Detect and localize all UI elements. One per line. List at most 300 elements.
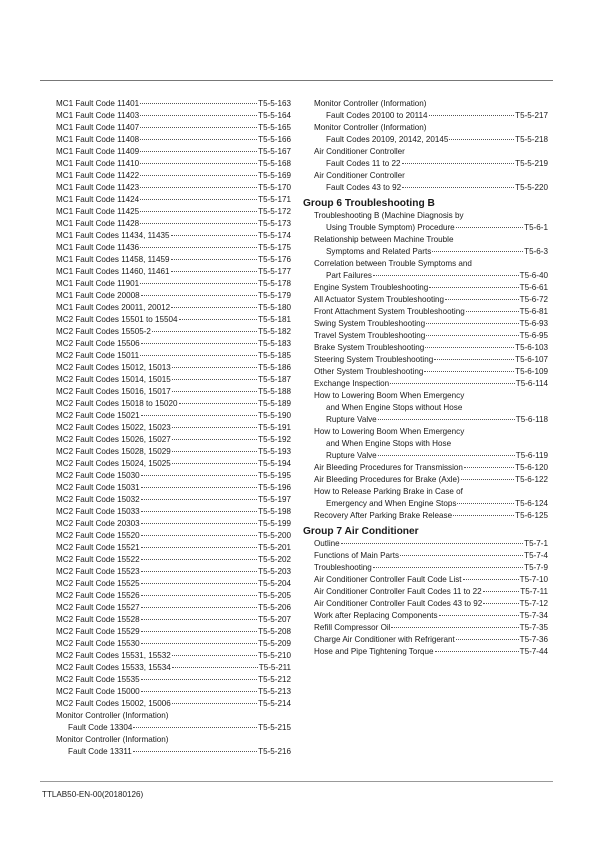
toc-entry[interactable] [314,622,548,634]
entry-title: Air Conditioner Controller Fault Code List [314,575,462,584]
entry-page: T5-5-190 [258,411,291,420]
entry-page: T5-5-181 [258,315,291,324]
dot-leader [140,163,257,164]
entry-title: MC1 Fault Code 11424 [56,195,140,204]
entry-title: MC1 Fault Code 11423 [56,183,140,192]
dot-leader [140,223,257,224]
dot-leader [453,515,514,516]
entry-page: T5-7-36 [519,635,548,644]
entry-title: Rupture Valve [326,451,377,460]
entry-page: T5-5-187 [258,375,291,384]
entry-page: T5-5-186 [258,363,291,372]
dot-leader [341,543,524,544]
toc-entry[interactable] [56,338,291,350]
entry-title: MC2 Fault Code 15530 [56,639,140,648]
entry-page: T5-6-119 [515,451,548,460]
toc-entry[interactable] [314,562,548,574]
entry-title: MC2 Fault Code 15527 [56,603,140,612]
entry-title: MC2 Fault Code 15525 [56,579,140,588]
entry-title: Rupture Valve [326,415,377,424]
dot-leader [171,259,258,260]
toc-entry[interactable] [56,722,291,734]
toc-entry[interactable] [56,302,291,314]
entry-page: T5-5-203 [258,567,291,576]
header-rule [40,80,553,81]
dot-leader [429,287,518,288]
dot-leader [171,235,258,236]
dot-leader [141,679,257,680]
dot-leader [141,415,257,416]
entry-title: Swing System Troubleshooting [314,319,426,328]
toc-entry[interactable] [314,498,548,510]
entry-page: T5-5-216 [258,747,291,756]
entry-title: MC1 Fault Code 11436 [56,243,140,252]
entry-title: MC1 Fault Codes 11458, 11459 [56,255,170,264]
entry-title: Air Conditioner Controller Fault Codes 43 to 92 [314,599,483,608]
entry-title: MC2 Fault Code 15523 [56,567,140,576]
toc-entry[interactable] [56,578,291,590]
entry-page: T5-5-205 [258,591,291,600]
toc-entry-line: How to Lowering Boom When Emergency [314,427,465,436]
toc-entry[interactable] [56,518,291,530]
dot-leader [172,427,257,428]
dot-leader [378,419,515,420]
entry-page: T5-7-4 [524,551,548,560]
toc-entry[interactable] [314,574,548,586]
toc-entry[interactable] [56,494,291,506]
entry-page: T5-7-1 [524,539,548,548]
entry-page: T5-5-214 [258,699,291,708]
entry-page: T5-5-194 [258,459,291,468]
dot-leader [464,467,514,468]
entry-page: T5-5-196 [258,483,291,492]
entry-page: T5-5-208 [258,627,291,636]
dot-leader [141,295,257,296]
entry-title: MC1 Fault Code 11901 [56,279,140,288]
entry-page: T5-6-109 [515,367,548,376]
entry-title: Fault Code 13304 [68,723,133,732]
toc-entry[interactable] [56,470,291,482]
toc-entry[interactable] [56,386,291,398]
dot-leader [140,175,257,176]
toc-entry[interactable] [56,626,291,638]
dot-leader [141,343,257,344]
toc-entry[interactable] [314,134,548,146]
entry-title: MC1 Fault Code 11407 [56,123,140,132]
dot-leader [391,627,518,628]
toc-entry[interactable] [56,218,291,230]
entry-title: Work after Replacing Components [314,611,438,620]
dot-leader [172,367,257,368]
entry-page: T5-6-125 [515,511,548,520]
entry-page: T5-7-11 [520,587,548,596]
toc-entry-line: and When Engine Stops with Hose [326,439,452,448]
dot-leader [463,579,519,580]
toc-entry[interactable] [56,290,291,302]
dot-leader [172,451,257,452]
entry-title: Using Trouble Symptom) Procedure [326,223,455,232]
dot-leader [141,511,257,512]
entry-title: MC2 Fault Code 15520 [56,531,140,540]
dot-leader [141,595,257,596]
toc-entry[interactable] [56,362,291,374]
toc-entry[interactable] [56,254,291,266]
toc-entry[interactable] [56,374,291,386]
dot-leader [141,607,257,608]
dot-leader [425,347,514,348]
entry-page: T5-5-195 [258,471,291,480]
dot-leader [140,115,257,116]
entry-title: MC2 Fault Codes 15505-2 [56,327,151,336]
toc-entry[interactable] [314,450,548,462]
toc-entry[interactable] [56,614,291,626]
dot-leader [140,151,257,152]
toc-entry[interactable] [56,542,291,554]
toc-entry[interactable] [314,462,548,474]
entry-title: Fault Code 13311 [68,747,132,756]
toc-entry[interactable] [314,222,548,234]
dot-leader [435,651,519,652]
entry-page: T5-6-81 [519,307,548,316]
dot-leader [152,331,257,332]
toc-entry[interactable] [56,278,291,290]
dot-leader [140,103,257,104]
toc-entry[interactable] [314,366,548,378]
toc-entry[interactable] [314,318,548,330]
toc-entry-line: Monitor Controller (Information) [56,711,169,720]
entry-title: Air Conditioner Controller Fault Codes 11 to 22 [314,587,482,596]
toc-entry[interactable] [314,414,548,426]
entry-page: T5-5-199 [258,519,291,528]
entry-page: T5-6-1 [524,223,548,232]
toc-entry[interactable] [56,266,291,278]
toc-entry[interactable] [314,538,548,550]
entry-title: Refill Compressor Oil [314,623,391,632]
toc-entry[interactable] [314,110,548,122]
toc-entry[interactable] [314,354,548,366]
dot-leader [466,311,519,312]
toc-entry[interactable] [314,586,548,598]
toc-entry-line: Monitor Controller (Information) [314,123,427,132]
toc-entry[interactable] [314,342,548,354]
dot-leader [141,487,257,488]
entry-title: MC2 Fault Codes 15012, 15013 [56,363,171,372]
toc-entry[interactable] [56,590,291,602]
toc-entry[interactable] [314,474,548,486]
dot-leader [445,299,519,300]
entry-title: MC2 Fault Codes 15531, 15532 [56,651,171,660]
dot-leader [432,251,523,252]
dot-leader [140,199,257,200]
dot-leader [172,379,257,380]
dot-leader [461,479,514,480]
entry-title: Hose and Pipe Tightening Torque [314,647,434,656]
dot-leader [140,355,257,356]
entry-page: T5-5-175 [258,243,291,252]
entry-page: T5-6-40 [519,271,548,280]
entry-page: T5-5-191 [258,423,291,432]
toc-entry[interactable] [56,566,291,578]
dot-leader [141,499,257,500]
toc-entry[interactable] [314,378,548,390]
entry-page: T5-5-163 [258,99,291,108]
toc-entry[interactable] [314,646,548,658]
entry-title: MC1 Fault Code 11409 [56,147,140,156]
entry-page: T5-6-114 [515,379,548,388]
toc-entry[interactable] [314,182,548,194]
toc-entry[interactable] [314,246,548,258]
entry-page: T5-5-213 [258,687,291,696]
dot-leader [373,567,523,568]
toc-entry[interactable] [56,350,291,362]
toc-entry[interactable] [314,598,548,610]
entry-title: MC2 Fault Code 15000 [56,687,140,696]
entry-title: Part Failures [326,271,372,280]
toc-entry[interactable] [56,638,291,650]
dot-leader [449,139,514,140]
dot-leader [141,571,257,572]
toc-entry[interactable] [56,206,291,218]
toc-entry[interactable] [56,110,291,122]
entry-title: MC2 Fault Codes 15018 to 15020 [56,399,178,408]
toc-entry[interactable] [314,510,548,522]
entry-page: T5-5-197 [258,495,291,504]
entry-page: T5-5-192 [258,435,291,444]
toc-entry[interactable] [314,158,548,170]
dot-leader [179,319,258,320]
group-heading: Group 7 Air Conditioner [303,526,419,537]
toc-entry[interactable] [56,530,291,542]
entry-title: Fault Codes 43 to 92 [326,183,402,192]
entry-title: MC2 Fault Code 15021 [56,411,140,420]
dot-leader [140,247,257,248]
toc-entry[interactable] [56,482,291,494]
entry-page: T5-5-168 [258,159,291,168]
toc-entry[interactable] [56,554,291,566]
toc-entry[interactable] [56,698,291,710]
entry-page: T5-5-183 [258,339,291,348]
dot-leader [141,583,257,584]
entry-title: MC2 Fault Code 15521 [56,543,140,552]
entry-title: MC1 Fault Code 11410 [56,159,140,168]
entry-page: T5-5-206 [258,603,291,612]
dot-leader [141,523,257,524]
entry-title: Engine System Troubleshooting [314,283,429,292]
entry-page: T5-5-215 [258,723,291,732]
entry-page: T5-5-210 [258,651,291,660]
entry-title: MC1 Fault Codes 20011, 20012 [56,303,171,312]
entry-title: Troubleshooting [314,563,372,572]
entry-title: Air Bleeding Procedures for Brake (Axle) [314,475,460,484]
toc-entry[interactable] [56,98,291,110]
dot-leader [426,335,518,336]
entry-title: MC2 Fault Code 15526 [56,591,140,600]
dot-leader [133,727,257,728]
entry-title: MC2 Fault Code 15535 [56,675,140,684]
entry-title: Front Attachment System Troubleshooting [314,307,465,316]
entry-page: T5-5-169 [258,171,291,180]
entry-title: MC1 Fault Code 20008 [56,291,140,300]
toc-entry[interactable] [56,674,291,686]
group-heading: Group 6 Troubleshooting B [303,198,435,209]
dot-leader [141,475,257,476]
entry-page: T5-5-185 [258,351,291,360]
entry-title: MC1 Fault Codes 11460, 11461 [56,267,170,276]
entry-page: T5-5-220 [515,183,548,192]
entry-title: Steering System Troubleshooting [314,355,434,364]
entry-title: MC1 Fault Code 11422 [56,171,140,180]
toc-entry[interactable] [56,746,291,758]
entry-page: T5-5-200 [258,531,291,540]
entry-page: T5-6-118 [515,415,548,424]
dot-leader [172,655,257,656]
entry-title: MC2 Fault Code 15031 [56,483,140,492]
toc-entry[interactable] [314,634,548,646]
toc-left-column [56,98,291,758]
entry-page: T5-6-3 [524,247,548,256]
toc-entry[interactable] [314,270,548,282]
toc-entry[interactable] [56,662,291,674]
dot-leader [390,383,515,384]
toc-entry[interactable] [56,410,291,422]
entry-page: T5-5-217 [515,111,548,120]
toc-entry[interactable] [56,170,291,182]
entry-page: T5-6-93 [519,319,548,328]
dot-leader [378,455,515,456]
entry-page: T5-5-202 [258,555,291,564]
entry-page: T5-7-12 [519,599,548,608]
dot-leader [483,591,520,592]
toc-entry[interactable] [56,686,291,698]
entry-page: T5-5-166 [258,135,291,144]
entry-title: MC2 Fault Codes 15022, 15023 [56,423,171,432]
entry-title: MC2 Fault Code 20303 [56,519,140,528]
entry-title: MC2 Fault Codes 15016, 15017 [56,387,171,396]
toc-entry[interactable] [314,330,548,342]
entry-title: Exchange Inspection [314,379,390,388]
footer-doc-code: TTLAB50-EN-00(20180126) [42,790,144,799]
entry-title: Other System Troubleshooting [314,367,424,376]
entry-title: Brake System Troubleshooting [314,343,425,352]
toc-entry-line: Troubleshooting B (Machine Diagnosis by [314,211,464,220]
dot-leader [140,283,257,284]
toc-entry[interactable] [56,422,291,434]
entry-page: T5-5-201 [258,543,291,552]
toc-entry[interactable] [56,182,291,194]
toc-entry[interactable] [56,602,291,614]
entry-page: T5-5-179 [258,291,291,300]
entry-page: T5-7-44 [519,647,548,656]
entry-title: Air Bleeding Procedures for Transmission [314,463,463,472]
toc-entry-line: Monitor Controller (Information) [314,99,427,108]
entry-title: All Actuator System Troubleshooting [314,295,445,304]
entry-title: MC2 Fault Code 15522 [56,555,140,564]
dot-leader [141,535,257,536]
entry-page: T5-5-219 [515,159,548,168]
toc-entry-line: and When Engine Stops without Hose [326,403,463,412]
entry-page: T5-6-122 [515,475,548,484]
entry-page: T5-5-177 [258,267,291,276]
toc-entry[interactable] [314,306,548,318]
toc-entry[interactable] [56,446,291,458]
entry-page: T5-7-34 [519,611,548,620]
dot-leader [457,503,514,504]
entry-page: T5-5-193 [258,447,291,456]
entry-title: Symptoms and Related Parts [326,247,432,256]
toc-entry[interactable] [56,458,291,470]
entry-title: MC1 Fault Code 11428 [56,219,140,228]
toc-entry[interactable] [56,506,291,518]
entry-page: T5-5-212 [258,675,291,684]
entry-page: T5-7-10 [519,575,548,584]
toc-entry[interactable] [56,146,291,158]
toc-entry[interactable] [56,434,291,446]
footer-rule [40,781,553,782]
entry-title: Charge Air Conditioner with Refrigerant [314,635,455,644]
dot-leader [402,187,514,188]
dot-leader [434,359,514,360]
entry-title: MC1 Fault Codes 11434, 11435 [56,231,170,240]
dot-leader [172,703,257,704]
dot-leader [141,619,257,620]
toc-entry[interactable] [314,294,548,306]
toc-entry[interactable] [56,650,291,662]
toc-entry-line: How to Release Parking Brake in Case of [314,487,463,496]
toc-entry[interactable] [56,230,291,242]
dot-leader [140,187,257,188]
dot-leader [179,403,258,404]
toc-entry[interactable] [56,398,291,410]
dot-leader [133,751,257,752]
entry-page: T5-5-171 [258,195,291,204]
entry-title: Fault Codes 20109, 20142, 20145 [326,135,449,144]
dot-leader [426,323,519,324]
toc-entry-line: Correlation between Trouble Symptoms and [314,259,472,268]
entry-page: T5-5-218 [515,135,548,144]
entry-title: Outline [314,539,340,548]
dot-leader [141,547,257,548]
entry-title: MC1 Fault Code 11425 [56,207,140,216]
entry-title: MC2 Fault Code 15033 [56,507,140,516]
entry-title: MC2 Fault Codes 15014, 15015 [56,375,171,384]
toc-entry[interactable] [314,550,548,562]
toc-entry-line: Air Conditioner Controller [314,147,405,156]
toc-right-column [303,98,548,658]
dot-leader [456,639,519,640]
toc-entry[interactable] [56,194,291,206]
toc-entry[interactable] [56,326,291,338]
toc-entry[interactable] [56,122,291,134]
dot-leader [141,559,257,560]
toc-entry[interactable] [56,158,291,170]
dot-leader [172,667,258,668]
entry-page: T5-7-9 [524,563,548,572]
entry-page: T5-5-174 [258,231,291,240]
entry-page: T5-5-180 [258,303,291,312]
toc-entry[interactable] [314,282,548,294]
toc-entry-line: Air Conditioner Controller [314,171,405,180]
toc-entry[interactable] [314,610,548,622]
dot-leader [439,615,519,616]
entry-title: MC2 Fault Code 15528 [56,615,140,624]
dot-leader [172,391,257,392]
dot-leader [171,307,257,308]
entry-page: T5-5-188 [258,387,291,396]
toc-entry[interactable] [56,314,291,326]
toc-entry[interactable] [56,242,291,254]
toc-entry[interactable] [56,134,291,146]
entry-page: T5-5-209 [258,639,291,648]
